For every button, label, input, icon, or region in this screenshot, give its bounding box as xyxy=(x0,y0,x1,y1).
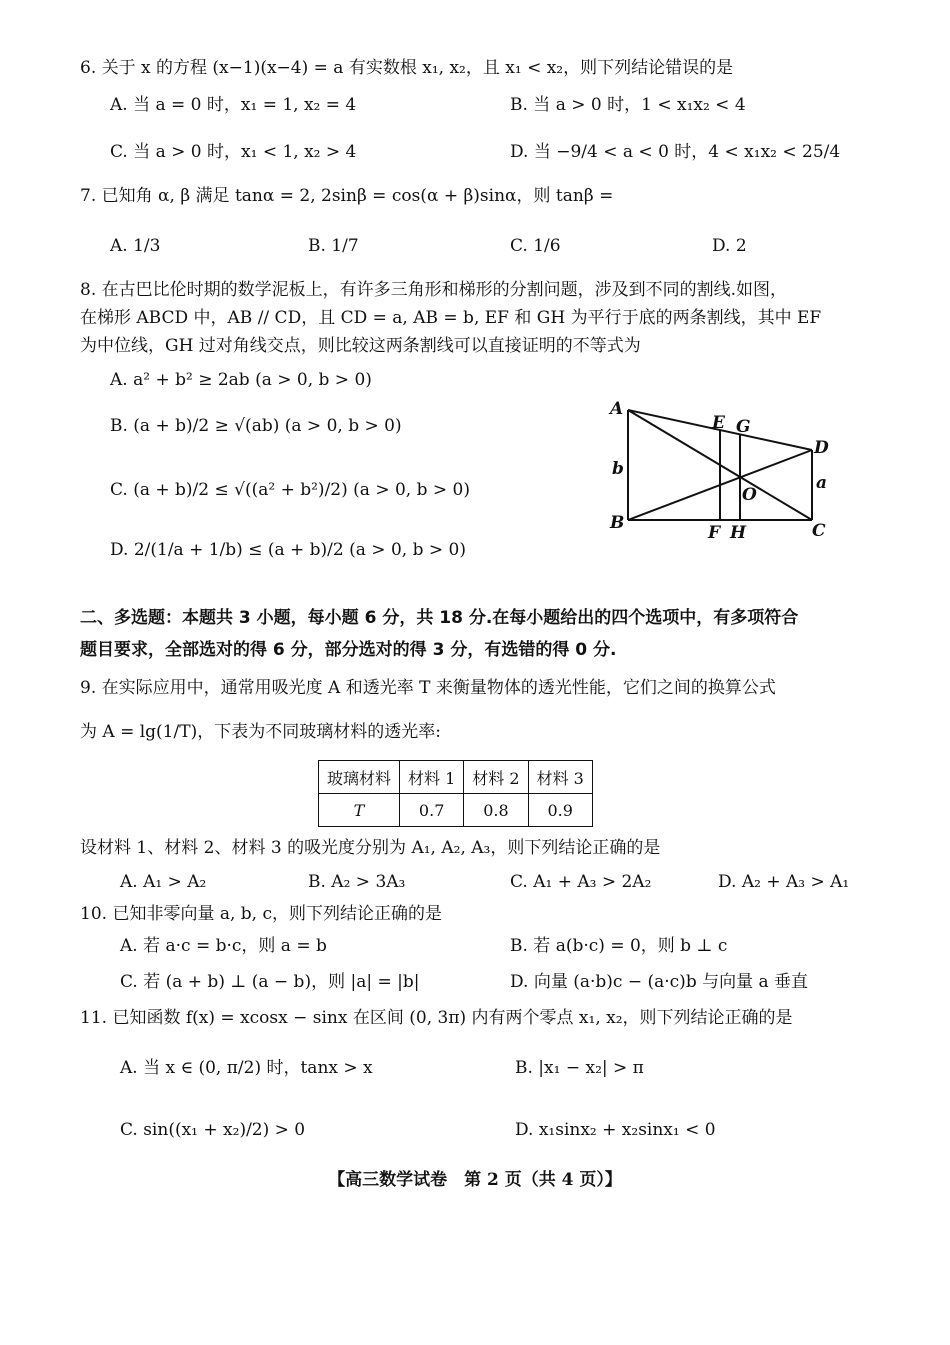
table-cell: 0.9 xyxy=(528,794,592,827)
table-row xyxy=(319,794,593,827)
page-footer: 【高三数学试卷 第 2 页（共 4 页）】 xyxy=(328,1170,622,1190)
transmittance-table xyxy=(318,760,593,827)
label-e: E xyxy=(712,413,725,433)
label-f: F xyxy=(708,523,721,543)
q8-option-d: D. 2/(1/a + 1/b) ≤ (a + b)/2 (a > 0, b > 0) xyxy=(110,540,466,560)
q8-stem-line1: 8. 在古巴比伦时期的数学泥板上，有许多三角形和梯形的分割问题，涉及到不同的割线.如图， xyxy=(80,280,788,300)
q7-option-b: B. 1/7 xyxy=(308,236,359,256)
q10-option-b: B. 若 a(b·c) = 0，则 b ⊥ c xyxy=(510,936,728,956)
q6-option-a: A. 当 a = 0 时，x₁ = 1, x₂ = 4 xyxy=(110,95,357,115)
label-side-a: a xyxy=(816,473,828,493)
q8-option-b: B. (a + b)/2 ≥ √(ab) (a > 0, b > 0) xyxy=(110,416,402,436)
q6-option-d: D. 当 −9/4 < a < 0 时，4 < x₁x₂ < 25/4 xyxy=(510,142,841,162)
q10-stem: 10. 已知非零向量 a, b, c，则下列结论正确的是 xyxy=(80,904,442,924)
label-g: G xyxy=(736,417,751,437)
q9-option-b: B. A₂ > 3A₃ xyxy=(308,872,406,892)
q9-stem-line1: 9. 在实际应用中，通常用吸光度 A 和透光率 T 来衡量物体的透光性能，它们之间的换算公式 xyxy=(80,678,776,698)
q6-stem: 6. 关于 x 的方程 (x−1)(x−4) = a 有实数根 x₁, x₂，且 x₁ < x₂，则下列结论错误的是 xyxy=(80,58,734,78)
q11-option-b: B. |x₁ − x₂| > π xyxy=(515,1058,644,1078)
q8-stem-line3: 为中位线，GH 过对角线交点，则比较这两条割线可以直接证明的不等式为 xyxy=(80,336,641,356)
table-header-cell: 材料 1 xyxy=(400,761,464,794)
table-header-row xyxy=(319,761,593,794)
label-h: H xyxy=(730,523,747,543)
q9-stem-line2: 为 A = lg(1/T)，下表为不同玻璃材料的透光率: xyxy=(80,722,441,742)
q8-option-a: A. a² + b² ≥ 2ab (a > 0, b > 0) xyxy=(110,370,372,390)
q11-option-c: C. sin((x₁ + x₂)/2) > 0 xyxy=(120,1120,306,1140)
q6-option-b: B. 当 a > 0 时，1 < x₁x₂ < 4 xyxy=(510,95,746,115)
table-header-cell: 材料 2 xyxy=(464,761,528,794)
q7-option-a: A. 1/3 xyxy=(110,236,161,256)
section2-line2: 题目要求，全部选对的得 6 分，部分选对的得 3 分，有选错的得 0 分. xyxy=(80,640,617,660)
trapezoid-figure xyxy=(600,398,840,548)
table-header-cell: 材料 3 xyxy=(528,761,592,794)
q10-option-d: D. 向量 (a·b)c − (a·c)b 与向量 a 垂直 xyxy=(510,972,809,992)
q9-option-c: C. A₁ + A₃ > 2A₂ xyxy=(510,872,652,892)
q7-option-c: C. 1/6 xyxy=(510,236,561,256)
label-side-b: b xyxy=(612,459,624,479)
label-a: A xyxy=(610,399,624,419)
label-o: O xyxy=(742,485,757,505)
q11-stem: 11. 已知函数 f(x) = xcosx − sinx 在区间 (0, 3π) 内有两个零点 x₁, x₂，则下列结论正确的是 xyxy=(80,1008,793,1028)
table-cell: 0.8 xyxy=(464,794,528,827)
table-cell: T xyxy=(319,794,400,827)
label-d: D xyxy=(814,438,829,458)
q9-stem-line3: 设材料 1、材料 2、材料 3 的吸光度分别为 A₁, A₂, A₃，则下列结论正确的是 xyxy=(80,838,661,858)
q9-option-a: A. A₁ > A₂ xyxy=(120,872,207,892)
table-cell: 0.7 xyxy=(400,794,464,827)
section2-line1: 二、多选题：本题共 3 小题，每小题 6 分，共 18 分.在每小题给出的四个选项中，有多项符合 xyxy=(80,608,799,628)
q8-option-c: C. (a + b)/2 ≤ √((a² + b²)/2) (a > 0, b > 0) xyxy=(110,480,470,500)
q10-option-c: C. 若 (a + b) ⊥ (a − b)，则 |a| = |b| xyxy=(120,972,420,992)
q11-option-d: D. x₁sinx₂ + x₂sinx₁ < 0 xyxy=(515,1120,716,1140)
q10-option-a: A. 若 a·c = b·c，则 a = b xyxy=(120,936,327,956)
q9-option-d: D. A₂ + A₃ > A₁ xyxy=(718,872,850,892)
q7-stem: 7. 已知角 α, β 满足 tanα = 2, 2sinβ = cos(α + β)sinα，则 tanβ = xyxy=(80,186,614,206)
label-c: C xyxy=(812,521,826,541)
table-header-cell: 玻璃材料 xyxy=(319,761,400,794)
q7-option-d: D. 2 xyxy=(712,236,747,256)
q8-stem-line2: 在梯形 ABCD 中，AB // CD，且 CD = a, AB = b, EF 和 GH 为平行于底的两条割线，其中 EF xyxy=(80,308,822,328)
label-b: B xyxy=(610,513,625,533)
q11-option-a: A. 当 x ∈ (0, π/2) 时，tanx > x xyxy=(120,1058,373,1078)
q6-option-c: C. 当 a > 0 时，x₁ < 1, x₂ > 4 xyxy=(110,142,357,162)
